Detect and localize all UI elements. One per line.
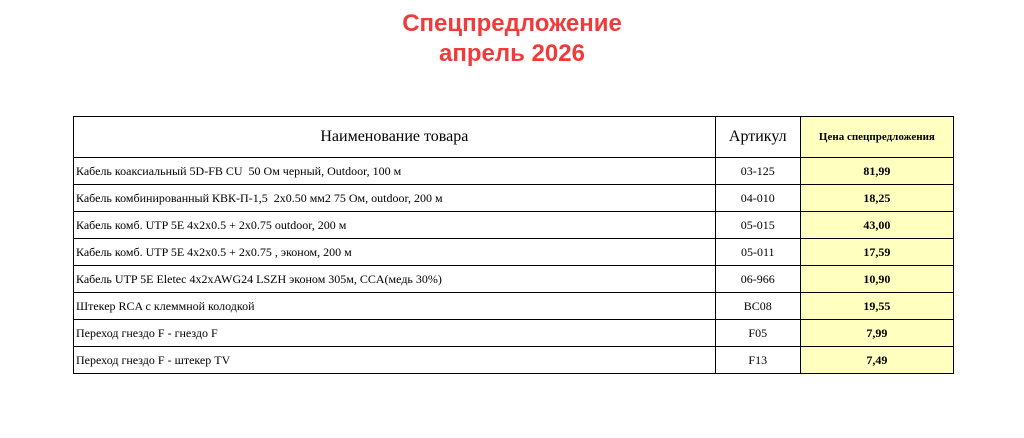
product-name-cell: Кабель комбинированный КВК-П-1,5 2х0.50 мм2 75 Ом, outdoor, 200 м	[74, 185, 716, 212]
sku-cell: 04-010	[715, 185, 800, 212]
table-row	[74, 212, 954, 239]
product-name-cell: Кабель комб. UTP 5E 4х2х0.5 + 2х0.75 , эконом, 200 м	[74, 239, 716, 266]
table-header-row	[74, 117, 954, 158]
price-cell: 81,99	[800, 158, 953, 185]
sku-cell: 05-011	[715, 239, 800, 266]
price-cell: 10,90	[800, 266, 953, 293]
price-cell: 18,25	[800, 185, 953, 212]
product-name-cell: Кабель UTP 5E Eletec 4x2xAWG24 LSZH эконом 305м, CCA(медь 30%)	[74, 266, 716, 293]
product-name-cell: Кабель комб. UTP 5E 4х2х0.5 + 2х0.75 outdoor, 200 м	[74, 212, 716, 239]
column-header-price: Цена спецпредложения	[800, 117, 953, 158]
product-name-cell: Кабель коаксиальный 5D-FB CU 50 Ом черный, Outdoor, 100 м	[74, 158, 716, 185]
price-cell: 43,00	[800, 212, 953, 239]
price-cell: 7,99	[800, 320, 953, 347]
sku-cell: F13	[715, 347, 800, 374]
price-table	[73, 116, 954, 374]
table-row	[74, 158, 954, 185]
sku-cell: 05-015	[715, 212, 800, 239]
sku-cell: F05	[715, 320, 800, 347]
page-subtitle: апрель 2026	[439, 40, 585, 67]
sku-cell: 03-125	[715, 158, 800, 185]
price-cell: 7,49	[800, 347, 953, 374]
table-row	[74, 347, 954, 374]
table-row	[74, 185, 954, 212]
sku-cell: 06-966	[715, 266, 800, 293]
product-name-cell: Переход гнездо F - гнездо F	[74, 320, 716, 347]
table-row	[74, 239, 954, 266]
price-cell: 19,55	[800, 293, 953, 320]
table-row	[74, 320, 954, 347]
column-header-sku: Артикул	[715, 117, 800, 158]
product-name-cell: Переход гнездо F - штекер TV	[74, 347, 716, 374]
price-cell: 17,59	[800, 239, 953, 266]
column-header-name: Наименование товара	[74, 117, 716, 158]
table-row	[74, 266, 954, 293]
table-row	[74, 293, 954, 320]
page-title: Спецпредложение	[402, 10, 622, 37]
product-name-cell: Штекер RCA с клеммной колодкой	[74, 293, 716, 320]
sku-cell: BC08	[715, 293, 800, 320]
